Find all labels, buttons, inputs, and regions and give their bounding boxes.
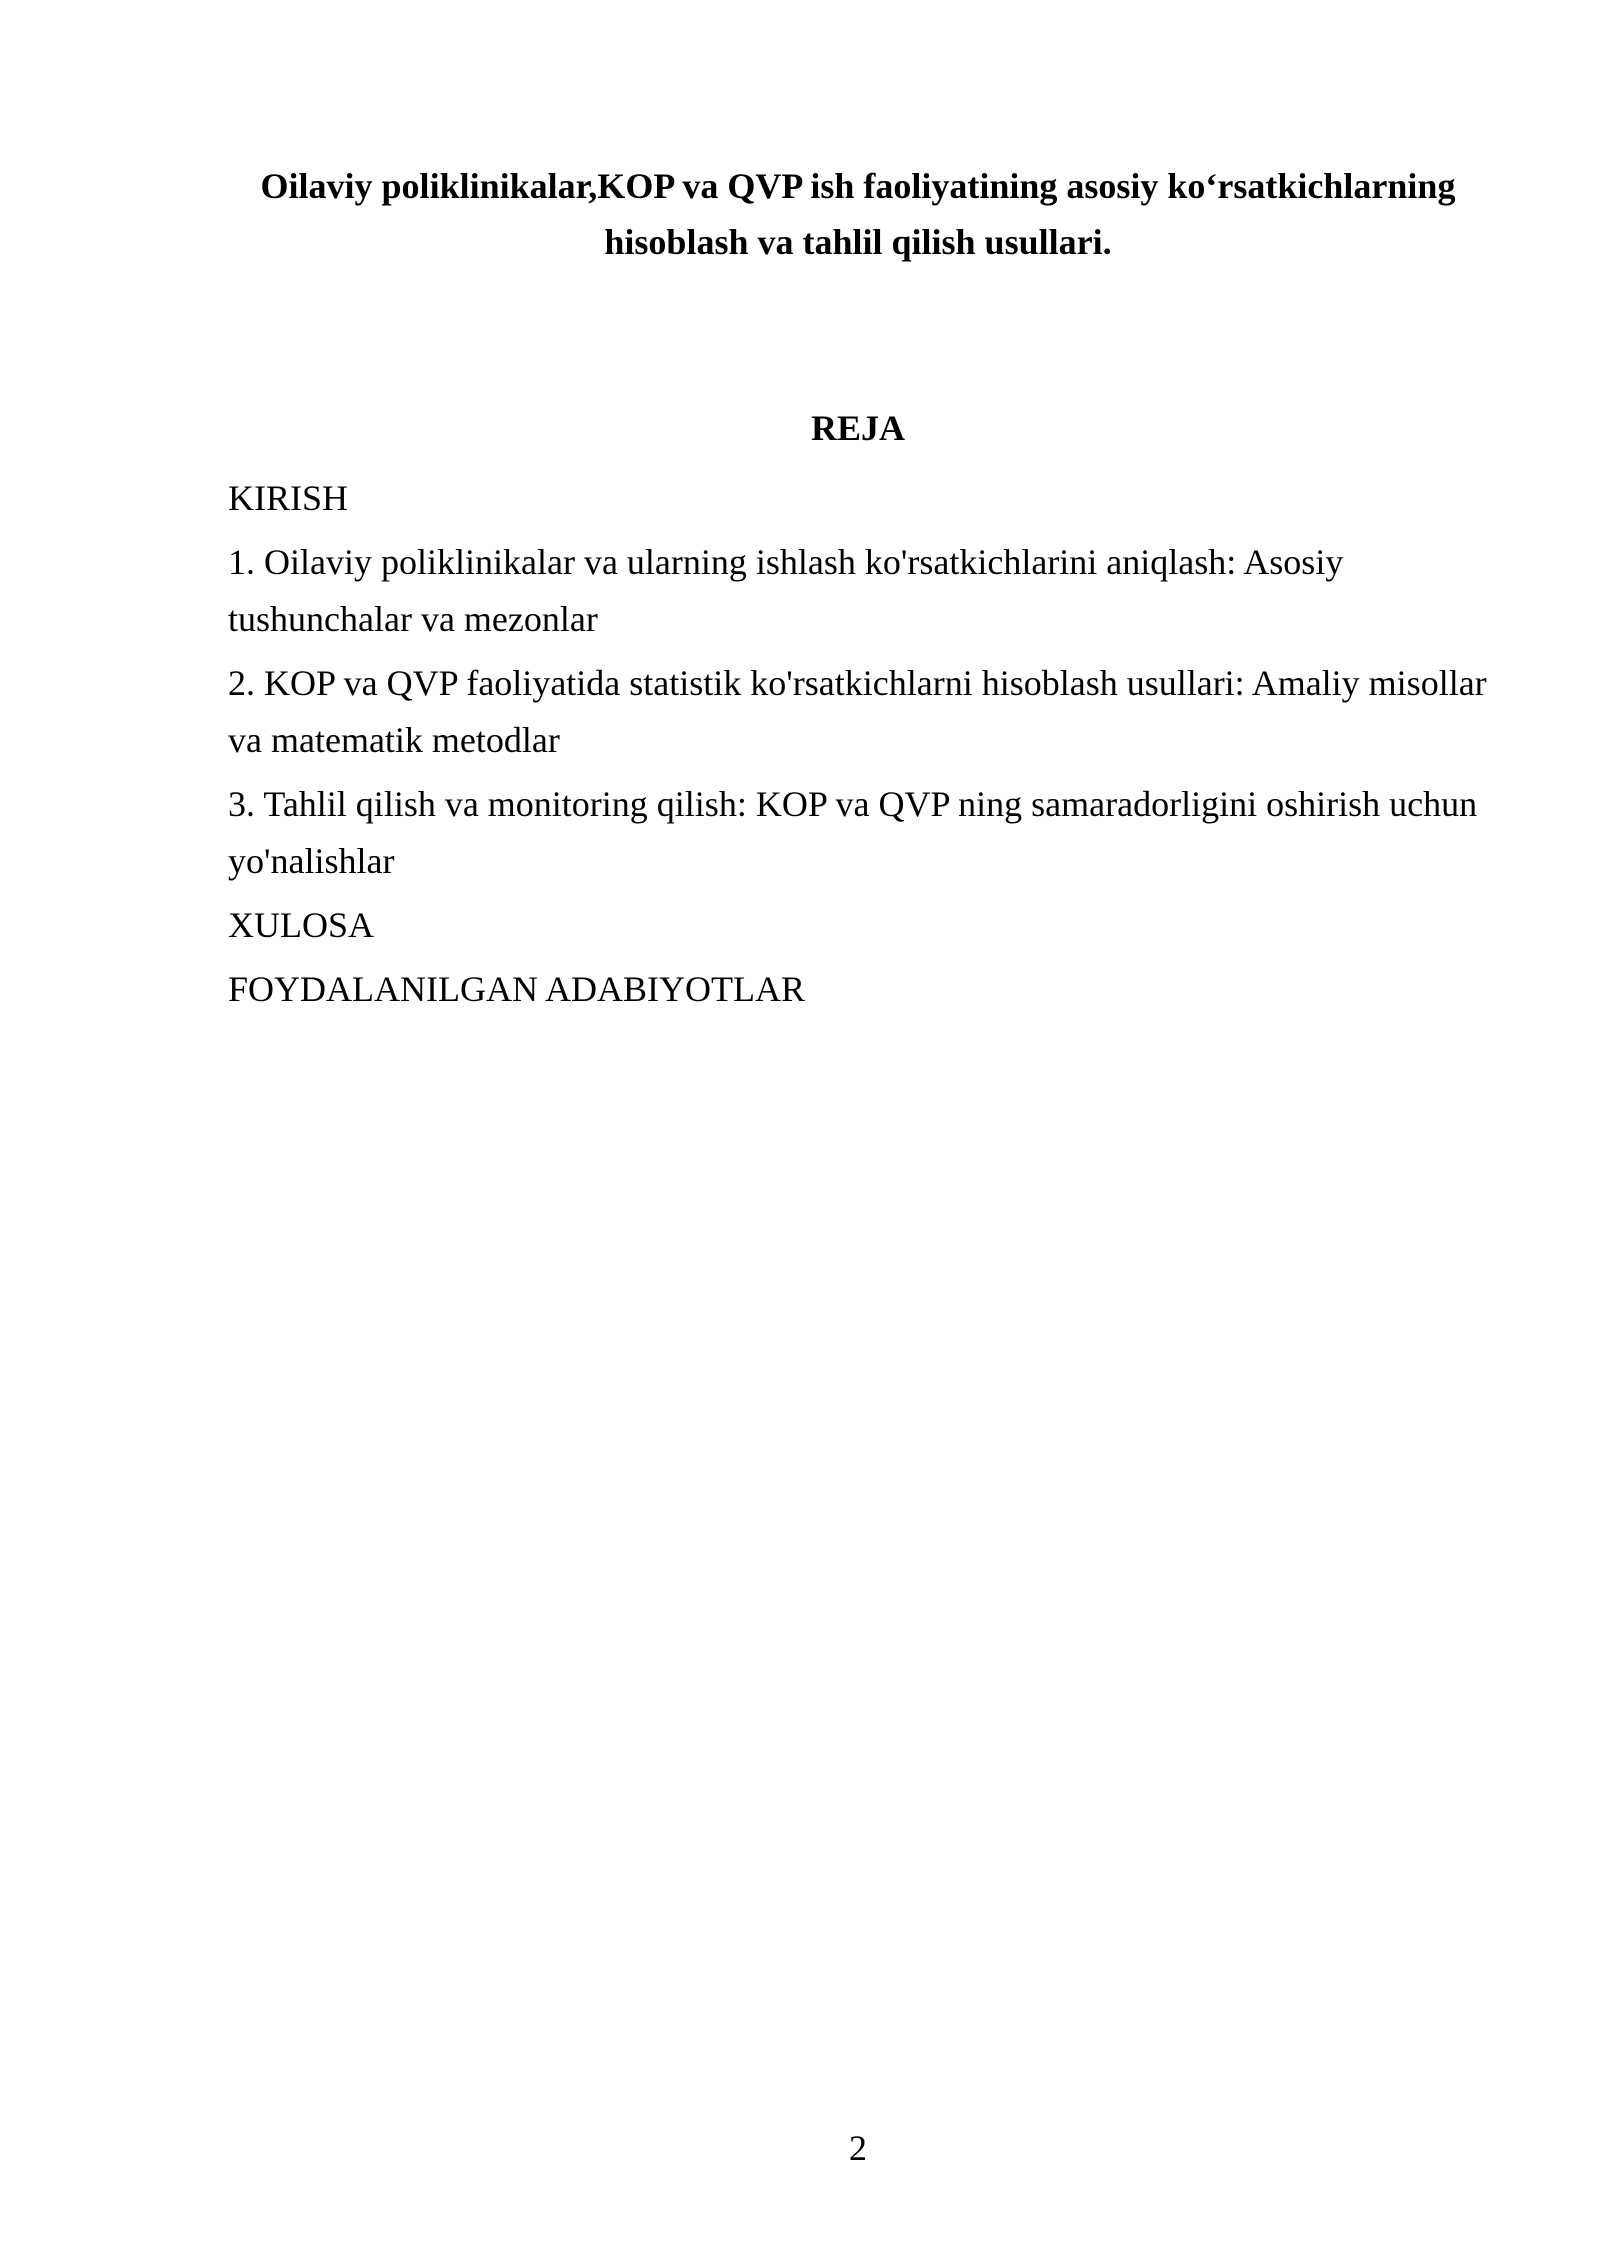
plan-item-introduction: KIRISH [228,478,349,518]
plan-item-1: 1. Oilaviy poliklinikalar va ularning ishlash ko'rsatkichlarini aniqlash: Asosiy tushunchalar va mezonlar [228,542,1344,639]
plan-heading: REJA [810,408,905,448]
page-number: 2 [849,2128,867,2168]
document-title-line-2: hisoblash va tahlil qilish usullari. [604,222,1112,262]
plan-item-3: 3. Tahlil qilish va monitoring qilish: KOP va QVP ning samaradorligini oshirish uchun yo'nalishlar [228,784,1478,881]
plan-item-references: FOYDALANILGAN ADABIYOTLAR [228,969,805,1009]
plan-list [228,470,1488,1025]
plan-item-conclusion: XULOSA [228,905,375,945]
plan-item-2: 2. KOP va QVP faoliyatida statistik ko'rsatkichlarni hisoblash usullari: Amaliy misollar va matematik metodlar [228,663,1487,760]
document-title [228,158,1488,270]
document-title-line-1: Oilaviy poliklinikalar,KOP va QVP ish faoliyatining asosiy ko‘rsatkichlarning [260,166,1456,206]
